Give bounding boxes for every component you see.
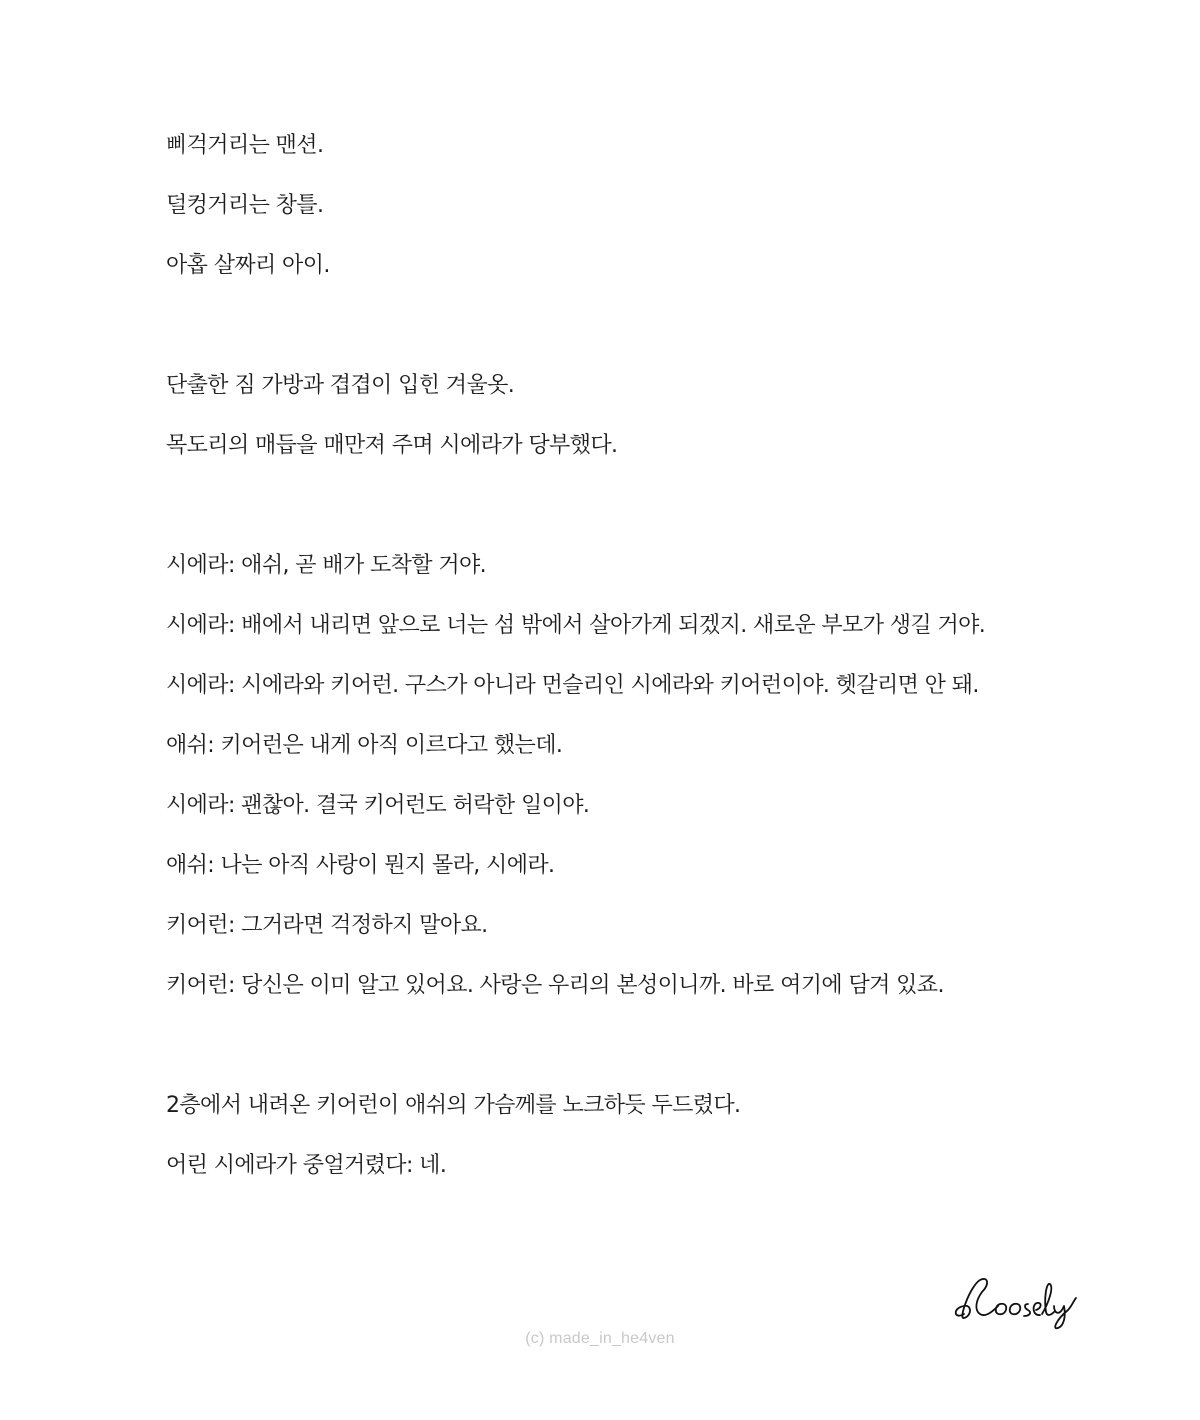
signature-icon (950, 1270, 1090, 1330)
paragraph-gap (166, 486, 1066, 546)
dialogue-line: 시에라: 배에서 내리면 앞으로 너는 섬 밖에서 살아가게 되겠지. 새로운 부모가 생길 거야. (166, 613, 986, 638)
copyright-footer: (c) made_in_he4ven (525, 1330, 675, 1347)
dialogue-line: 키어런: 그거라면 걱정하지 말아요. (166, 913, 488, 938)
text-line: 덜컹거리는 창틀. (166, 193, 324, 218)
dialogue-line: 키어런: 당신은 이미 알고 있어요. 사랑은 우리의 본성이니까. 바로 여기에 담겨 있죠. (166, 973, 944, 998)
text-line: 아홉 살짜리 아이. (166, 253, 330, 278)
paragraph-2 (166, 366, 1066, 466)
text-line: 단출한 짐 가방과 겹겹이 입힌 겨울옷. (166, 373, 515, 398)
text-line: 목도리의 매듭을 매만져 주며 시에라가 당부했다. (166, 433, 618, 458)
paragraph-gap (166, 306, 1066, 366)
text-line: 삐걱거리는 맨션. (166, 133, 324, 158)
paragraph-4 (166, 1086, 1066, 1186)
dialogue-line: 시에라: 시에라와 키어런. 구스가 아니라 먼슬리인 시에라와 키어런이야. 헷갈리면 안 돼. (166, 673, 979, 698)
dialogue-line: 시에라: 괜찮아. 결국 키어런도 허락한 일이야. (166, 793, 590, 818)
signature-logo (950, 1270, 1090, 1330)
dialogue-line: 애쉬: 나는 아직 사랑이 뭔지 몰라, 시에라. (166, 853, 555, 878)
dialogue-line: 애쉬: 키어런은 내게 아직 이르다고 했는데. (166, 733, 563, 758)
paragraph-1 (166, 126, 1066, 286)
text-line: 2층에서 내려온 키어런이 애쉬의 가슴께를 노크하듯 두드렸다. (166, 1093, 741, 1118)
dialogue-line: 시에라: 애쉬, 곧 배가 도착할 거야. (166, 553, 487, 578)
text-line: 어린 시에라가 중얼거렸다: 네. (166, 1153, 447, 1178)
paragraph-3-dialogue (166, 546, 1066, 1006)
paragraph-gap (166, 1026, 1066, 1086)
story-text (166, 126, 1066, 1206)
